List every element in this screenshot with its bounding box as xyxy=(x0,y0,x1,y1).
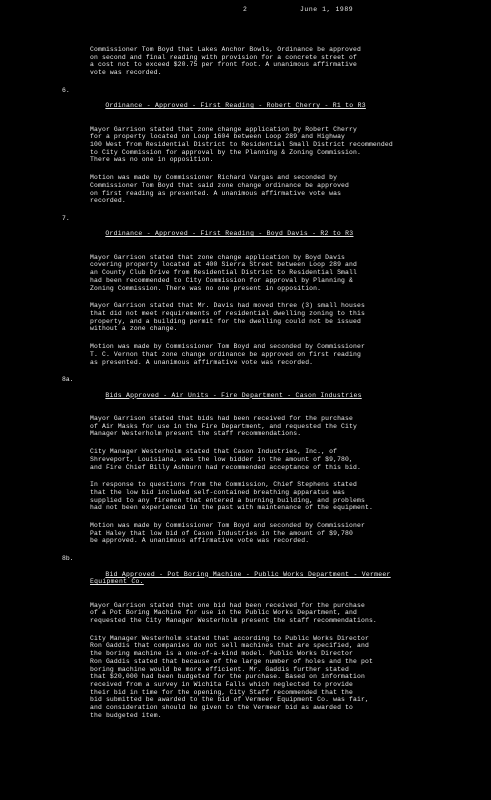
page-number: 2 xyxy=(243,6,247,13)
item-heading: Ordinance - Approved - First Reading - Boyd Davis - R2 to R3 xyxy=(105,230,354,238)
item-paragraph: Mayor Garrison stated that zone change application by Boyd Davis covering property located at 400 Sierra Street between Loop 289 and an County Club Drive from Residential District to Residential Small had been recommended to City Commission for approval by Planning & Zoning Commission. There was no one present in opposition. xyxy=(90,253,357,292)
item-heading: Ordinance - Approved - First Reading - Robert Cherry - R1 to R3 xyxy=(105,102,366,110)
agenda-item xyxy=(0,555,470,594)
item-paragraph: Motion was made by Commissioner Tom Boyd and seconded by Commissioner Pat Haley that low bid of Cason Industries in the amount of $9,780 be approved. A unanimous affirmative vote was recorded. xyxy=(90,522,365,545)
intro-paragraph: Commissioner Tom Boyd that Lakes Anchor Bowls, Ordinance be approved on second and final reading with provision for a concrete street of a cost not to exceed $20.75 per front foot. A unanimous affirmative vote was recorded. xyxy=(90,46,361,77)
item-heading: Bid Approved - Pot Boring Machine - Public Works Department - Vermeer Equipment Co. xyxy=(90,570,391,586)
item-paragraph: City Manager Westerholm stated that according to Public Works Director Ron Gaddis that companies do not sell machines that are specified, and the boring machine is a one-of-a-kind model. Public Works Director Ron Gaddis stated that because of the large number of holes and the pot boring machine would be more efficient. Mr. Gaddis further stated that $20,000 had been budgeted for the purchase. Based on information received from a survey in Wichita Falls which neglected to provide their bid in time for the opening, City Staff recommended that the bid submitted be awarded to the bid of Vermeer Equipment Co. was fair, and consideration should be given to the Vermeer bid as awarded to the budgeted item. xyxy=(90,634,373,719)
agenda-item xyxy=(0,376,470,407)
item-paragraph: City Manager Westerholm stated that Cason Industries, Inc., of Shreveport, Louisiana, was the low bidder in the amount of $9,780, and Fire Chief Billy Ashburn had recommended acceptance of this bid. xyxy=(90,448,361,471)
agenda-item xyxy=(0,215,470,246)
item-number: 8a. xyxy=(62,376,74,384)
item-paragraph: Mayor Garrison stated that bids had been received for the purchase of Air Masks for use in the Fire Department, and requested the City Manager Westerholm present the staff recommendations. xyxy=(90,415,357,438)
item-paragraph: Motion was made by Commissioner Richard Vargas and seconded by Commissioner Tom Boyd that said zone change ordinance be approved on first reading as presented. A unanimous affirmative vote was recorded. xyxy=(90,174,350,205)
item-paragraph: Mayor Garrison stated that one bid had been received for the purchase of a Pot Boring Machine for use in the Public Works Department, and requested the City Manager Westerholm present the staff recommendations. xyxy=(90,601,377,625)
page-date: June 1, 1989 xyxy=(300,6,354,13)
item-number: 6. xyxy=(62,86,70,94)
item-paragraph: Mayor Garrison stated that Mr. Davis had moved three (3) small houses that did not meet requirements of residential dwelling zoning to this property, and a building permit for the dwelling could not be issued without a zone change. xyxy=(90,302,365,333)
item-number: 7. xyxy=(62,214,70,222)
item-paragraph: Motion was made by Commissioner Tom Boyd and seconded by Commissioner T. C. Vernon that zone change ordinance be approved on first reading as presented. A unanimous affirmative vote was recorded. xyxy=(90,343,365,366)
item-heading: Bids Approved - Air Units - Fire Department - Cason Industries xyxy=(105,391,362,399)
item-number: 8b. xyxy=(62,555,74,563)
item-paragraph: Mayor Garrison stated that zone change application by Robert Cherry for a property located on Loop 1604 between Loop 289 and Highway 100 West from Residential District to Residential Small District recommended to City Commission for approval by the Planning & Zoning Commission. There was no one in opposition. xyxy=(90,125,393,164)
item-paragraph: In response to questions from the Commission, Chief Stephens stated that the low bid included self-contained breathing apparatus was supplied to any firemen that entered a burning building, and problems had not been experienced in the past with maintenance of the equipment. xyxy=(90,481,373,512)
page-header xyxy=(0,6,491,16)
minutes-body xyxy=(0,46,491,728)
agenda-item xyxy=(0,87,470,118)
